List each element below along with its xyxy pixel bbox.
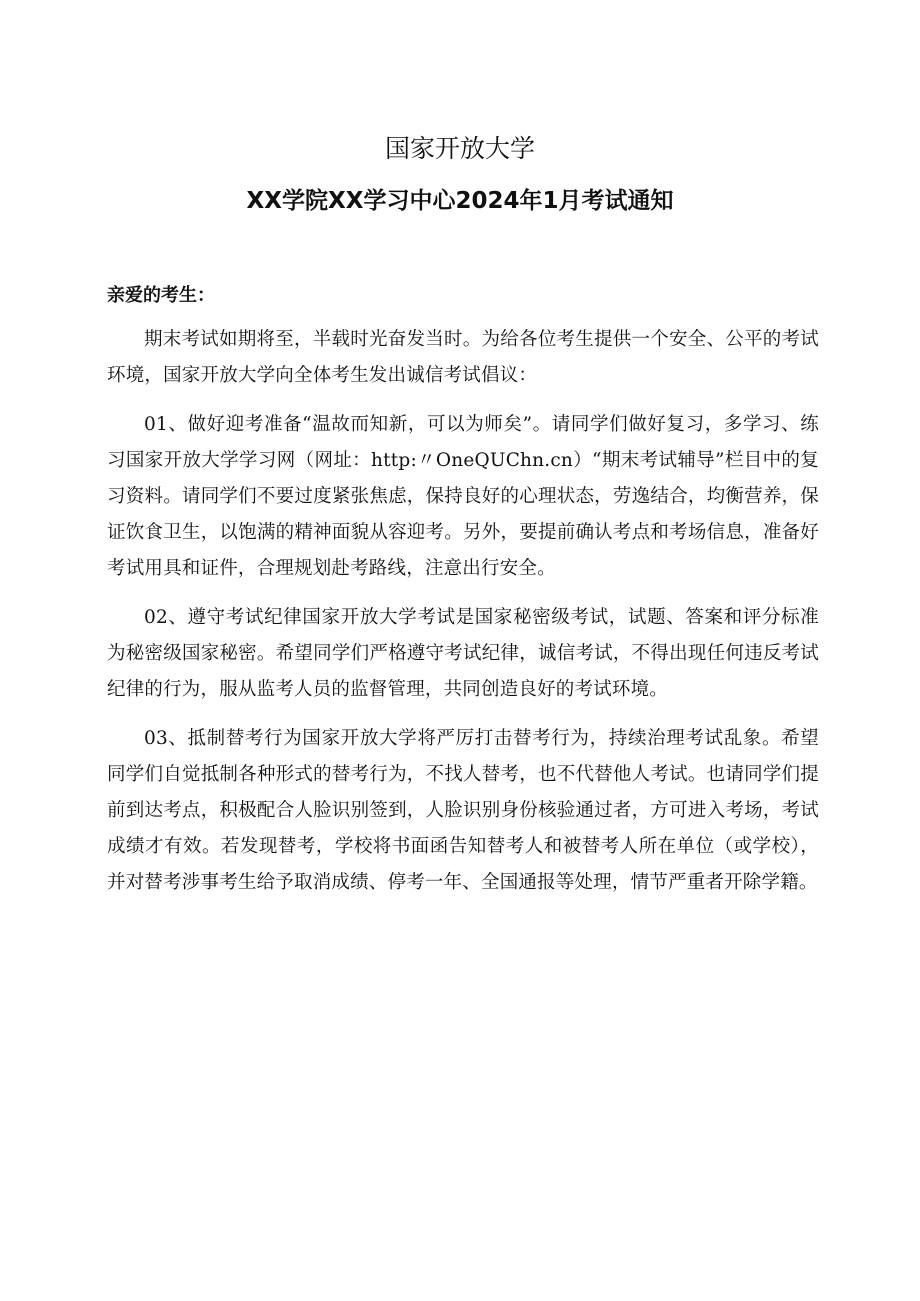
document-body — [107, 322, 819, 914]
document-subtitle: XX学院XX学习中心2024年1月考试通知 — [246, 188, 674, 214]
document-title: 国家开放大学 — [384, 134, 535, 163]
paragraph-discipline: 02、遵守考试纪律国家开放大学考试是国家秘密级考试，试题、答案和评分标准为秘密级国家秘密。希望同学们严格遵守考试纪律，诚信考试，不得出现任何违反考试纪律的行为，服从监考人员的监督管理，共同创造良好的考试环境。 — [107, 607, 819, 700]
paragraph-preparation: 01、做好迎考准备“温故而知新，可以为师矣”。请同学们做好复习，多学习、练习国家开放大学学习网（网址：http:〃OneQUChn.cn）“期末考试辅导”栏目中的复习资料。请同学们不要过度紧张焦虑，保持良好的心理状态，劳逸结合，均衡营养，保证饮食卫生，以饱满的精神面貌从容迎考。另外，要提前确认考点和考场信息，准备好考试用具和证件，合理规划赴考路线，注意出行安全。 — [107, 414, 819, 579]
intro-paragraph: 期末考试如期将至，半载时光奋发当时。为给各位考生提供一个安全、公平的考试环境，国家开放大学向全体考生发出诚信考试倡议： — [107, 329, 819, 386]
salutation: 亲爱的考生： — [107, 285, 215, 306]
paragraph-anti-substitution: 03、抵制替考行为国家开放大学将严厉打击替考行为，持续治理考试乱象。希望同学们自觉抵制各种形式的替考行为，不找人替考，也不代替他人考试。也请同学们提前到达考点，积极配合人脸识别签到，人脸识别身份核验通过者，方可进入考场，考试成绩才有效。若发现替考，学校将书面函告知替考人和被替考人所在单位（或学校），并对替考涉事考生给予取消成绩、停考一年、全国通报等处理，情节严重者开除学籍。 — [107, 728, 819, 893]
